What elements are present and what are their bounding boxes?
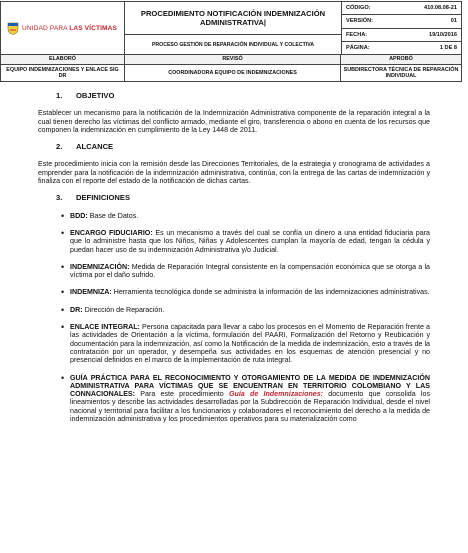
meta-code: CÓDIGO: 410.08.08-21 bbox=[342, 2, 461, 15]
logo-text: UNIDAD PARA LAS VÍCTIMAS bbox=[22, 24, 117, 32]
section-heading-definiciones: 3. DEFINICIONES bbox=[56, 193, 131, 203]
document-header bbox=[0, 1, 462, 82]
list-item: • INDEMNIZA: Herramienta tecnológica donde se administra la información de las indemnizaciones administrativas. bbox=[70, 288, 430, 296]
meta-date: FECHA: 19/10/2016 bbox=[342, 29, 461, 42]
signature-reviso: REVISÓ COORDINADORA EQUIPO DE INDEMNIZACIONES bbox=[125, 55, 341, 81]
meta-page: PÁGINA: 1 DE 8 bbox=[346, 44, 457, 51]
logo bbox=[1, 2, 125, 54]
signature-row bbox=[1, 54, 461, 81]
process-name: PROCESO GESTIÓN DE REPARACIÓN INDIVIDUAL Y COLECTIVA bbox=[151, 41, 315, 48]
list-item: • BDD: Base de Datos. bbox=[70, 212, 430, 220]
colombia-coat-of-arms-icon bbox=[7, 21, 19, 35]
document-title: PROCEDIMIENTO NOTIFICACIÓN INDEMNIZACIÓN ADMINISTRATIVA| bbox=[125, 2, 341, 35]
signature-elaboro: ELABORÓ EQUIPO INDEMNIZACIONES Y ENLACE SIG DR bbox=[1, 55, 125, 81]
guide-name-highlight: Guía de Indemnizaciones: bbox=[228, 390, 324, 399]
meta-version: VERSIÓN: 01 bbox=[342, 15, 461, 28]
section-text-objetivo: Establecer un mecanismo para la notificación de la Indemnización Administrativa componente de la reparación integral a la cual tienen derecho las víctimas del conflicto armado, mediante el giro, transferencia o abono en cuenta de los recursos que componen la indemnización en cumplimiento de la Ley 1448 de 2011. bbox=[38, 109, 430, 134]
document-body bbox=[38, 92, 430, 423]
list-item: • GUÍA PRÁCTICA PARA EL RECONOCIMIENTO Y OTORGAMIENTO DE LA MEDIDA DE INDEMNIZACIÓN ADMINISTRATIVA PARA VÍCTIMAS QUE SE ENCUENTRAN EN TERRITORIO COLOMBIANO Y LAS CONNACIONALES: Para este procedimiento Guía de Indemnizaciones: documento que consolida los lineamientos y describe las actividades desarrolladas por la Subdirección de Reparación Individual, desde el nivel nacional y territorial para facilitar a los funcionarios y colaboradores el reconocimiento del derecho a la medida de indemnización administrativa y los procedimientos operativos para su materialización como bbox=[70, 374, 430, 424]
list-item: • INDEMNIZACIÓN: Medida de Reparación Integral consistente en la compensación económica que se otorga a la víctima por el daño sufrido. bbox=[70, 263, 430, 280]
definitions-list bbox=[70, 212, 430, 424]
list-item: • ENCARGO FIDUCIARIO: Es un mecanismo a través del cual se confía un dinero a una entidad fiduciaria para que lo administre hasta que los Niños, Niñas y Adolescentes cumplan la mayoría de edad, tengan la cédula y puedan hacer uso de su indemnización Administrativa y/o Judicial. bbox=[70, 229, 430, 254]
section-heading-alcance: 2. ALCANCE bbox=[56, 142, 114, 152]
list-item: • DR: Dirección de Reparación. bbox=[70, 306, 430, 314]
document-meta bbox=[342, 2, 461, 54]
section-heading-objetivo: 1. OBJETIVO bbox=[56, 91, 115, 100]
section-text-alcance: Este procedimiento inicia con la remisión desde las Direcciones Territoriales, de la estrategia y cronograma de actividades a emprender para la notificación de la indemnización administrativa, continúa, con la entrega de las cartas de indemnización y finaliza con el reporte del estado de la notificación de dichas cartas. bbox=[38, 160, 430, 186]
signature-aprobo: APROBÓ SUBDIRECTORA TÉCNICA DE REPARACIÓN INDIVIDUAL bbox=[341, 55, 461, 81]
list-item: • ENLACE INTEGRAL: Persona capacitada para llevar a cabo los procesos en el Momento de Reparación frente a las actividades de Orientación a la víctima, formulación del PAARI, Formalización del Retorno y Reubicación y documentación para la indemnización, así como la Notificación de la medida de indemnización, esto a través de la contratación por un operador, y desempeña sus actividades en los esquemas de atención presencial y no presencial definidos en el marco de la implementación de ruta integral. bbox=[70, 323, 430, 364]
